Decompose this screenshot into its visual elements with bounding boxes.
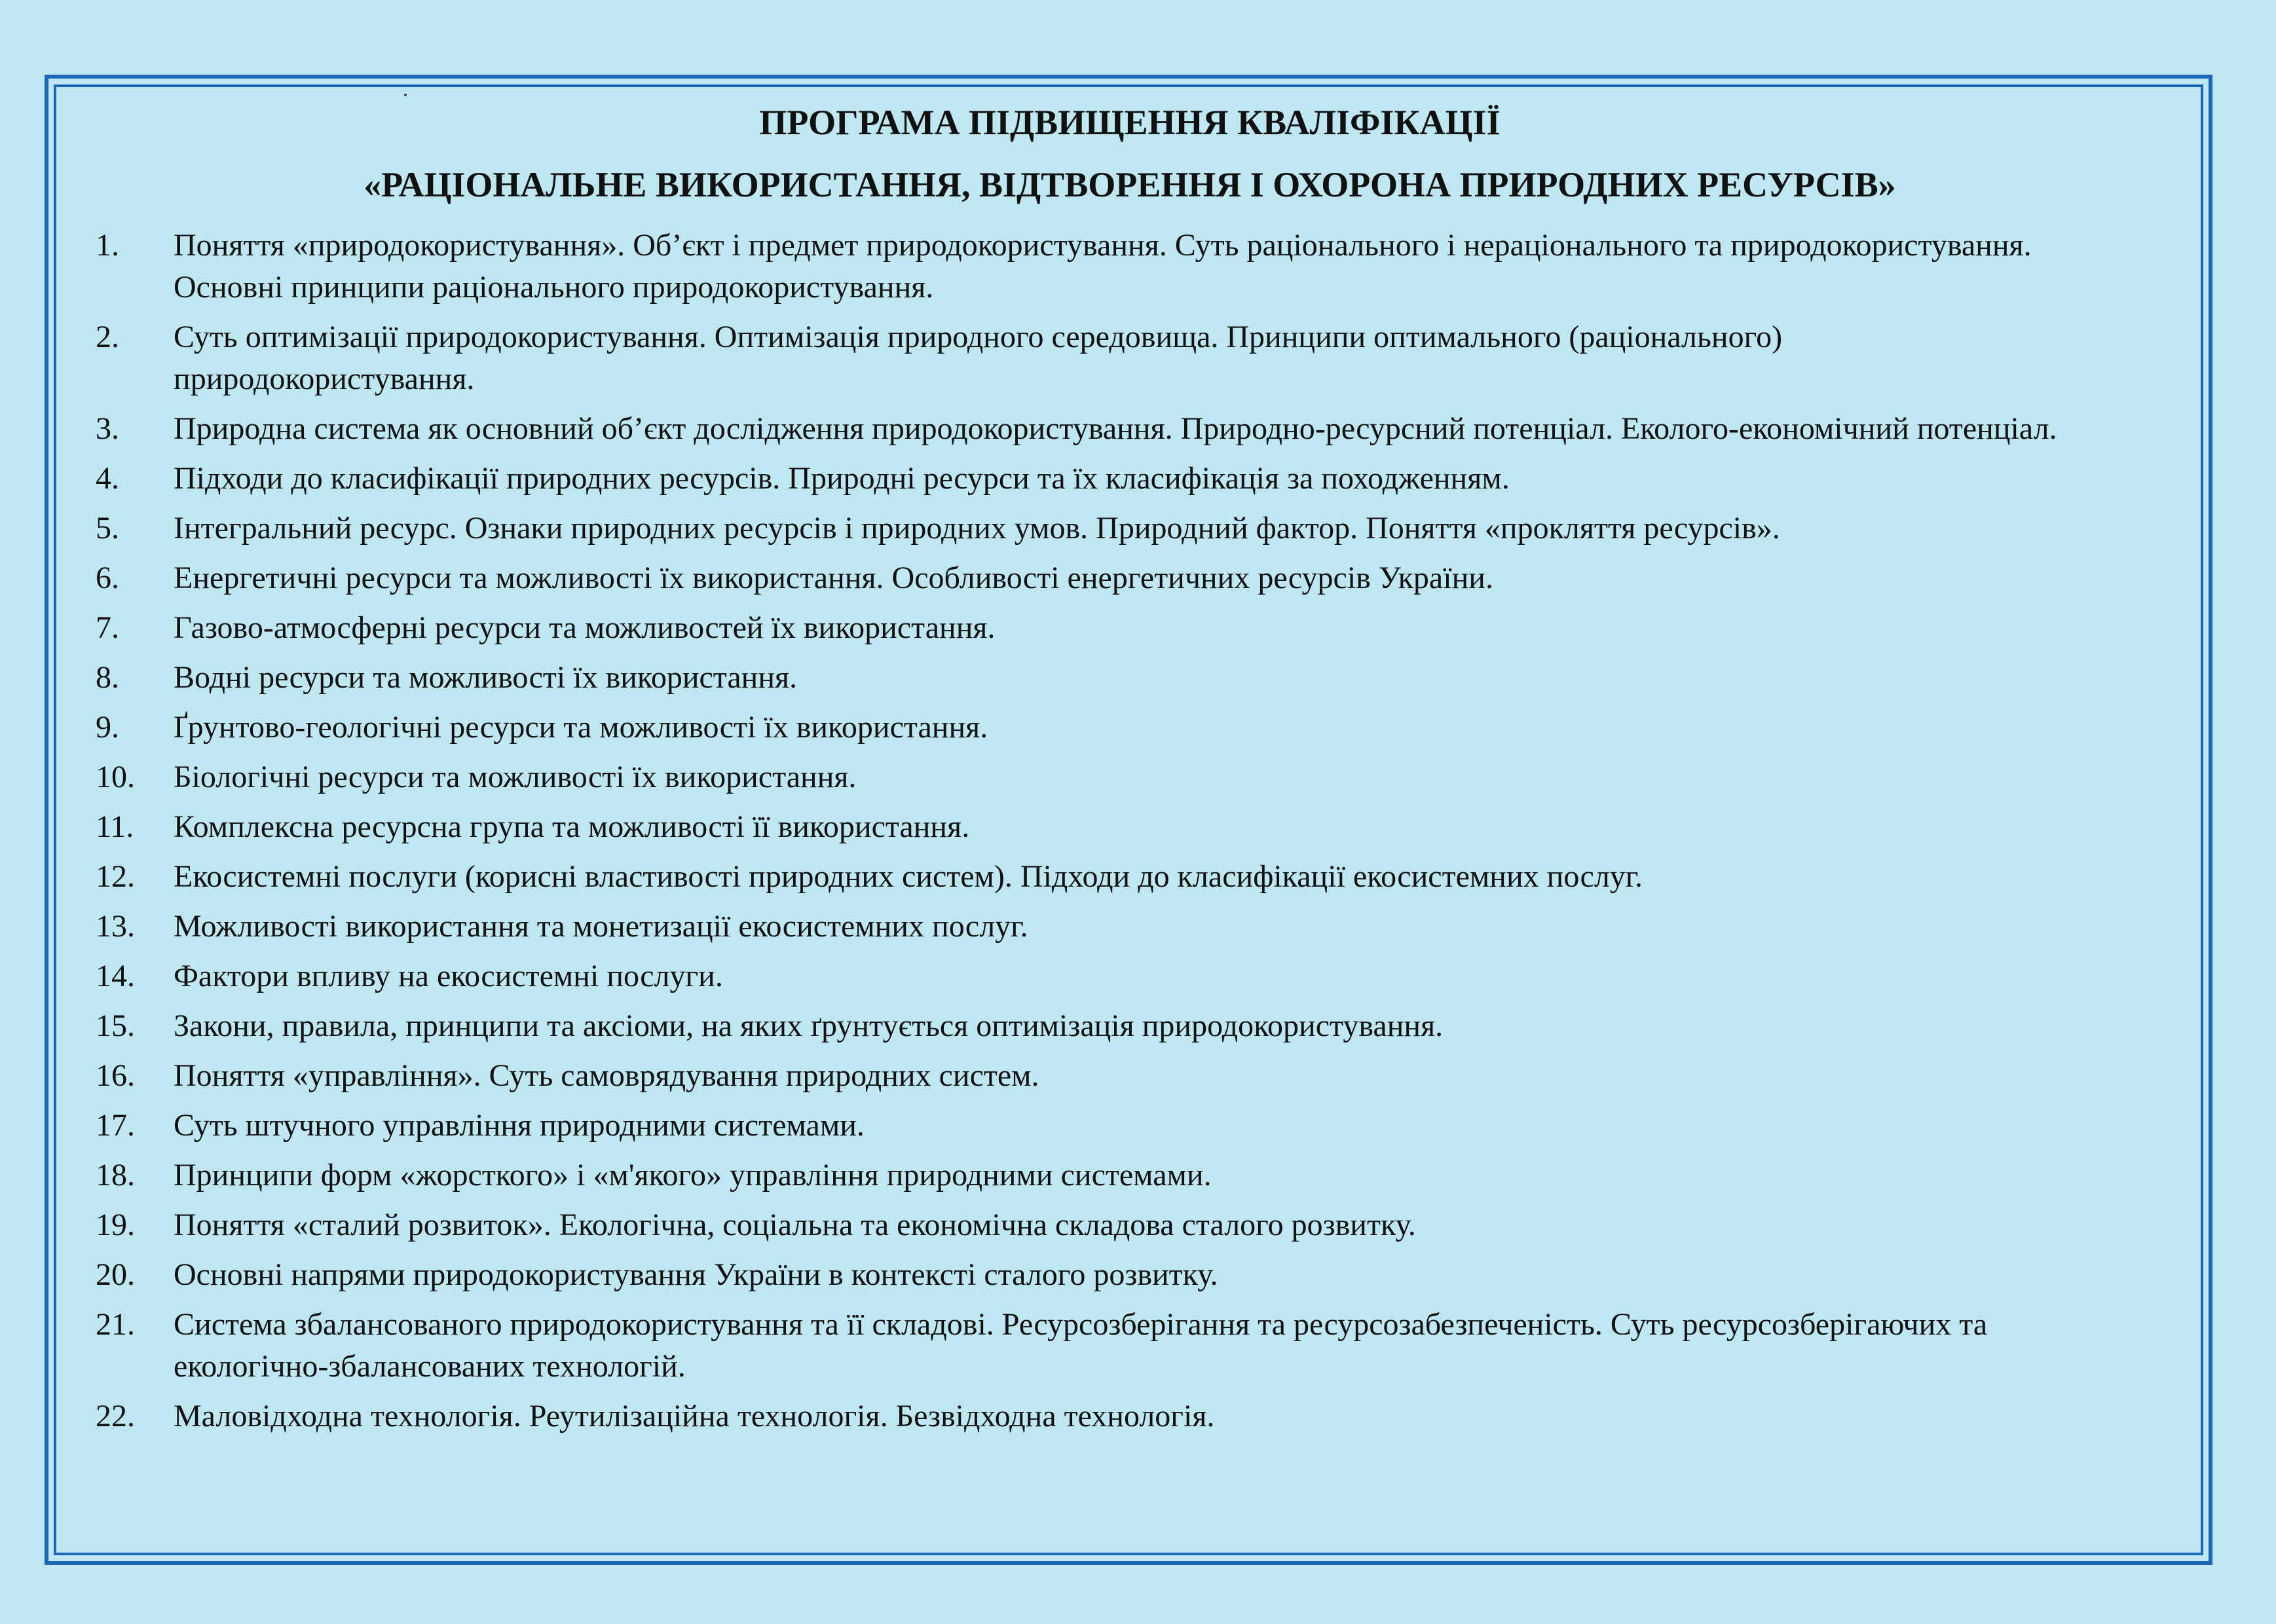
list-item (85, 856, 2174, 898)
item-text: Суть оптимізації природокористування. Оптимізація природного середовища. Принципи оптимального (раціонального) природокористування. (174, 319, 1783, 396)
item-number: 4. (96, 460, 119, 496)
item-number: 5. (96, 510, 119, 545)
item-text: Енергетичні ресурси та можливості їх використання. Особливості енергетичних ресурсів України. (174, 560, 1493, 595)
item-text: Фактори впливу на екосистемні послуги. (174, 958, 723, 993)
item-text: Підходи до класифікації природних ресурсів. Природні ресурси та їх класифікація за походженням. (174, 460, 1510, 496)
item-text: Закони, правила, принципи та аксіоми, на яких ґрунтується оптимізація природокористування. (174, 1008, 1444, 1043)
list-item (85, 955, 2174, 997)
list-item (85, 806, 2174, 848)
list-item (85, 756, 2174, 798)
list-item (85, 557, 2174, 599)
item-number: 3. (96, 411, 119, 446)
item-number: 6. (96, 560, 119, 595)
item-text: Поняття «управління». Суть самоврядування природних систем. (174, 1058, 1039, 1093)
list-item (85, 906, 2174, 948)
list-item (85, 607, 2174, 649)
scan-speck (404, 94, 407, 96)
list-item (85, 408, 2174, 450)
item-text: Маловідходна технологія. Реутилізаційна технологія. Безвідходна технологія. (174, 1398, 1215, 1433)
item-text: Можливості використання та монетизації екосистемних послуг. (174, 908, 1028, 944)
item-text: Принципи форм «жорсткого» і «м'якого» управління природними системами. (174, 1157, 1212, 1192)
item-text: Основні напрями природокористування України в контексті сталого розвитку. (174, 1257, 1218, 1292)
document-subtitle: «РАЦІОНАЛЬНЕ ВИКОРИСТАННЯ, ВІДТВОРЕННЯ І ОХОРОНА ПРИРОДНИХ РЕСУРСІВ» (364, 165, 1896, 205)
list-item (85, 316, 2174, 400)
document-content (85, 98, 2174, 1445)
topic-list (85, 225, 2174, 1437)
item-number: 15. (96, 1008, 135, 1043)
list-item (85, 707, 2174, 748)
list-item (85, 1204, 2174, 1246)
list-item (85, 1154, 2174, 1196)
item-text: Біологічні ресурси та можливості їх використання. (174, 759, 857, 794)
item-number: 7. (96, 610, 119, 645)
list-item (85, 225, 2174, 308)
item-number: 16. (96, 1058, 135, 1093)
item-text: Система збалансованого природокористування та її складові. Ресурсозберігання та ресурсозабезпеченість. Суть ресурсозберігаючих та екологічно-збалансованих технологій. (174, 1306, 1988, 1384)
item-number: 12. (96, 858, 135, 894)
item-number: 17. (96, 1107, 135, 1143)
list-item (85, 507, 2174, 549)
item-number: 22. (96, 1398, 135, 1433)
item-number: 19. (96, 1207, 135, 1242)
item-text: Природна система як основний об’єкт дослідження природокористування. Природно-ресурсний потенціал. Еколого-економічний потенціал. (174, 411, 2057, 446)
list-item (85, 1254, 2174, 1296)
list-item (85, 1395, 2174, 1437)
item-text: Суть штучного управління природними системами. (174, 1107, 865, 1143)
item-number: 2. (96, 319, 119, 354)
item-number: 8. (96, 659, 119, 695)
item-text: Газово-атмосферні ресурси та можливостей їх використання. (174, 610, 996, 645)
item-number: 18. (96, 1157, 135, 1192)
item-number: 1. (96, 227, 119, 263)
list-item (85, 1304, 2174, 1388)
item-number: 9. (96, 709, 119, 745)
item-number: 11. (96, 809, 134, 844)
document-title: ПРОГРАМА ПІДВИЩЕННЯ КВАЛІФІКАЦІЇ (759, 103, 1501, 142)
item-text: Комплексна ресурсна група та можливості її використання. (174, 809, 970, 844)
item-text: Інтегральний ресурс. Ознаки природних ресурсів і природних умов. Природний фактор. Поняття «прокляття ресурсів». (174, 510, 1780, 545)
list-item (85, 657, 2174, 699)
list-item (85, 1005, 2174, 1047)
item-text: Екосистемні послуги (корисні властивості природних систем). Підходи до класифікації екосистемних послуг. (174, 858, 1643, 894)
item-number: 21. (96, 1306, 135, 1342)
item-number: 13. (96, 908, 135, 944)
item-text: Ґрунтово-геологічні ресурси та можливості їх використання. (174, 709, 988, 745)
list-item (85, 1055, 2174, 1097)
item-number: 14. (96, 958, 135, 993)
item-text: Водні ресурси та можливості їх використання. (174, 659, 798, 695)
item-text: Поняття «природокористування». Об’єкт і предмет природокористування. Суть раціонального і нераціонального та природокористування. Основні принципи раціонального природокористування. (174, 227, 2032, 304)
list-item (85, 1105, 2174, 1147)
list-item (85, 458, 2174, 500)
item-number: 20. (96, 1257, 135, 1292)
item-number: 10. (96, 759, 135, 794)
item-text: Поняття «сталий розвиток». Екологічна, соціальна та економічна складова сталого розвитку. (174, 1207, 1416, 1242)
